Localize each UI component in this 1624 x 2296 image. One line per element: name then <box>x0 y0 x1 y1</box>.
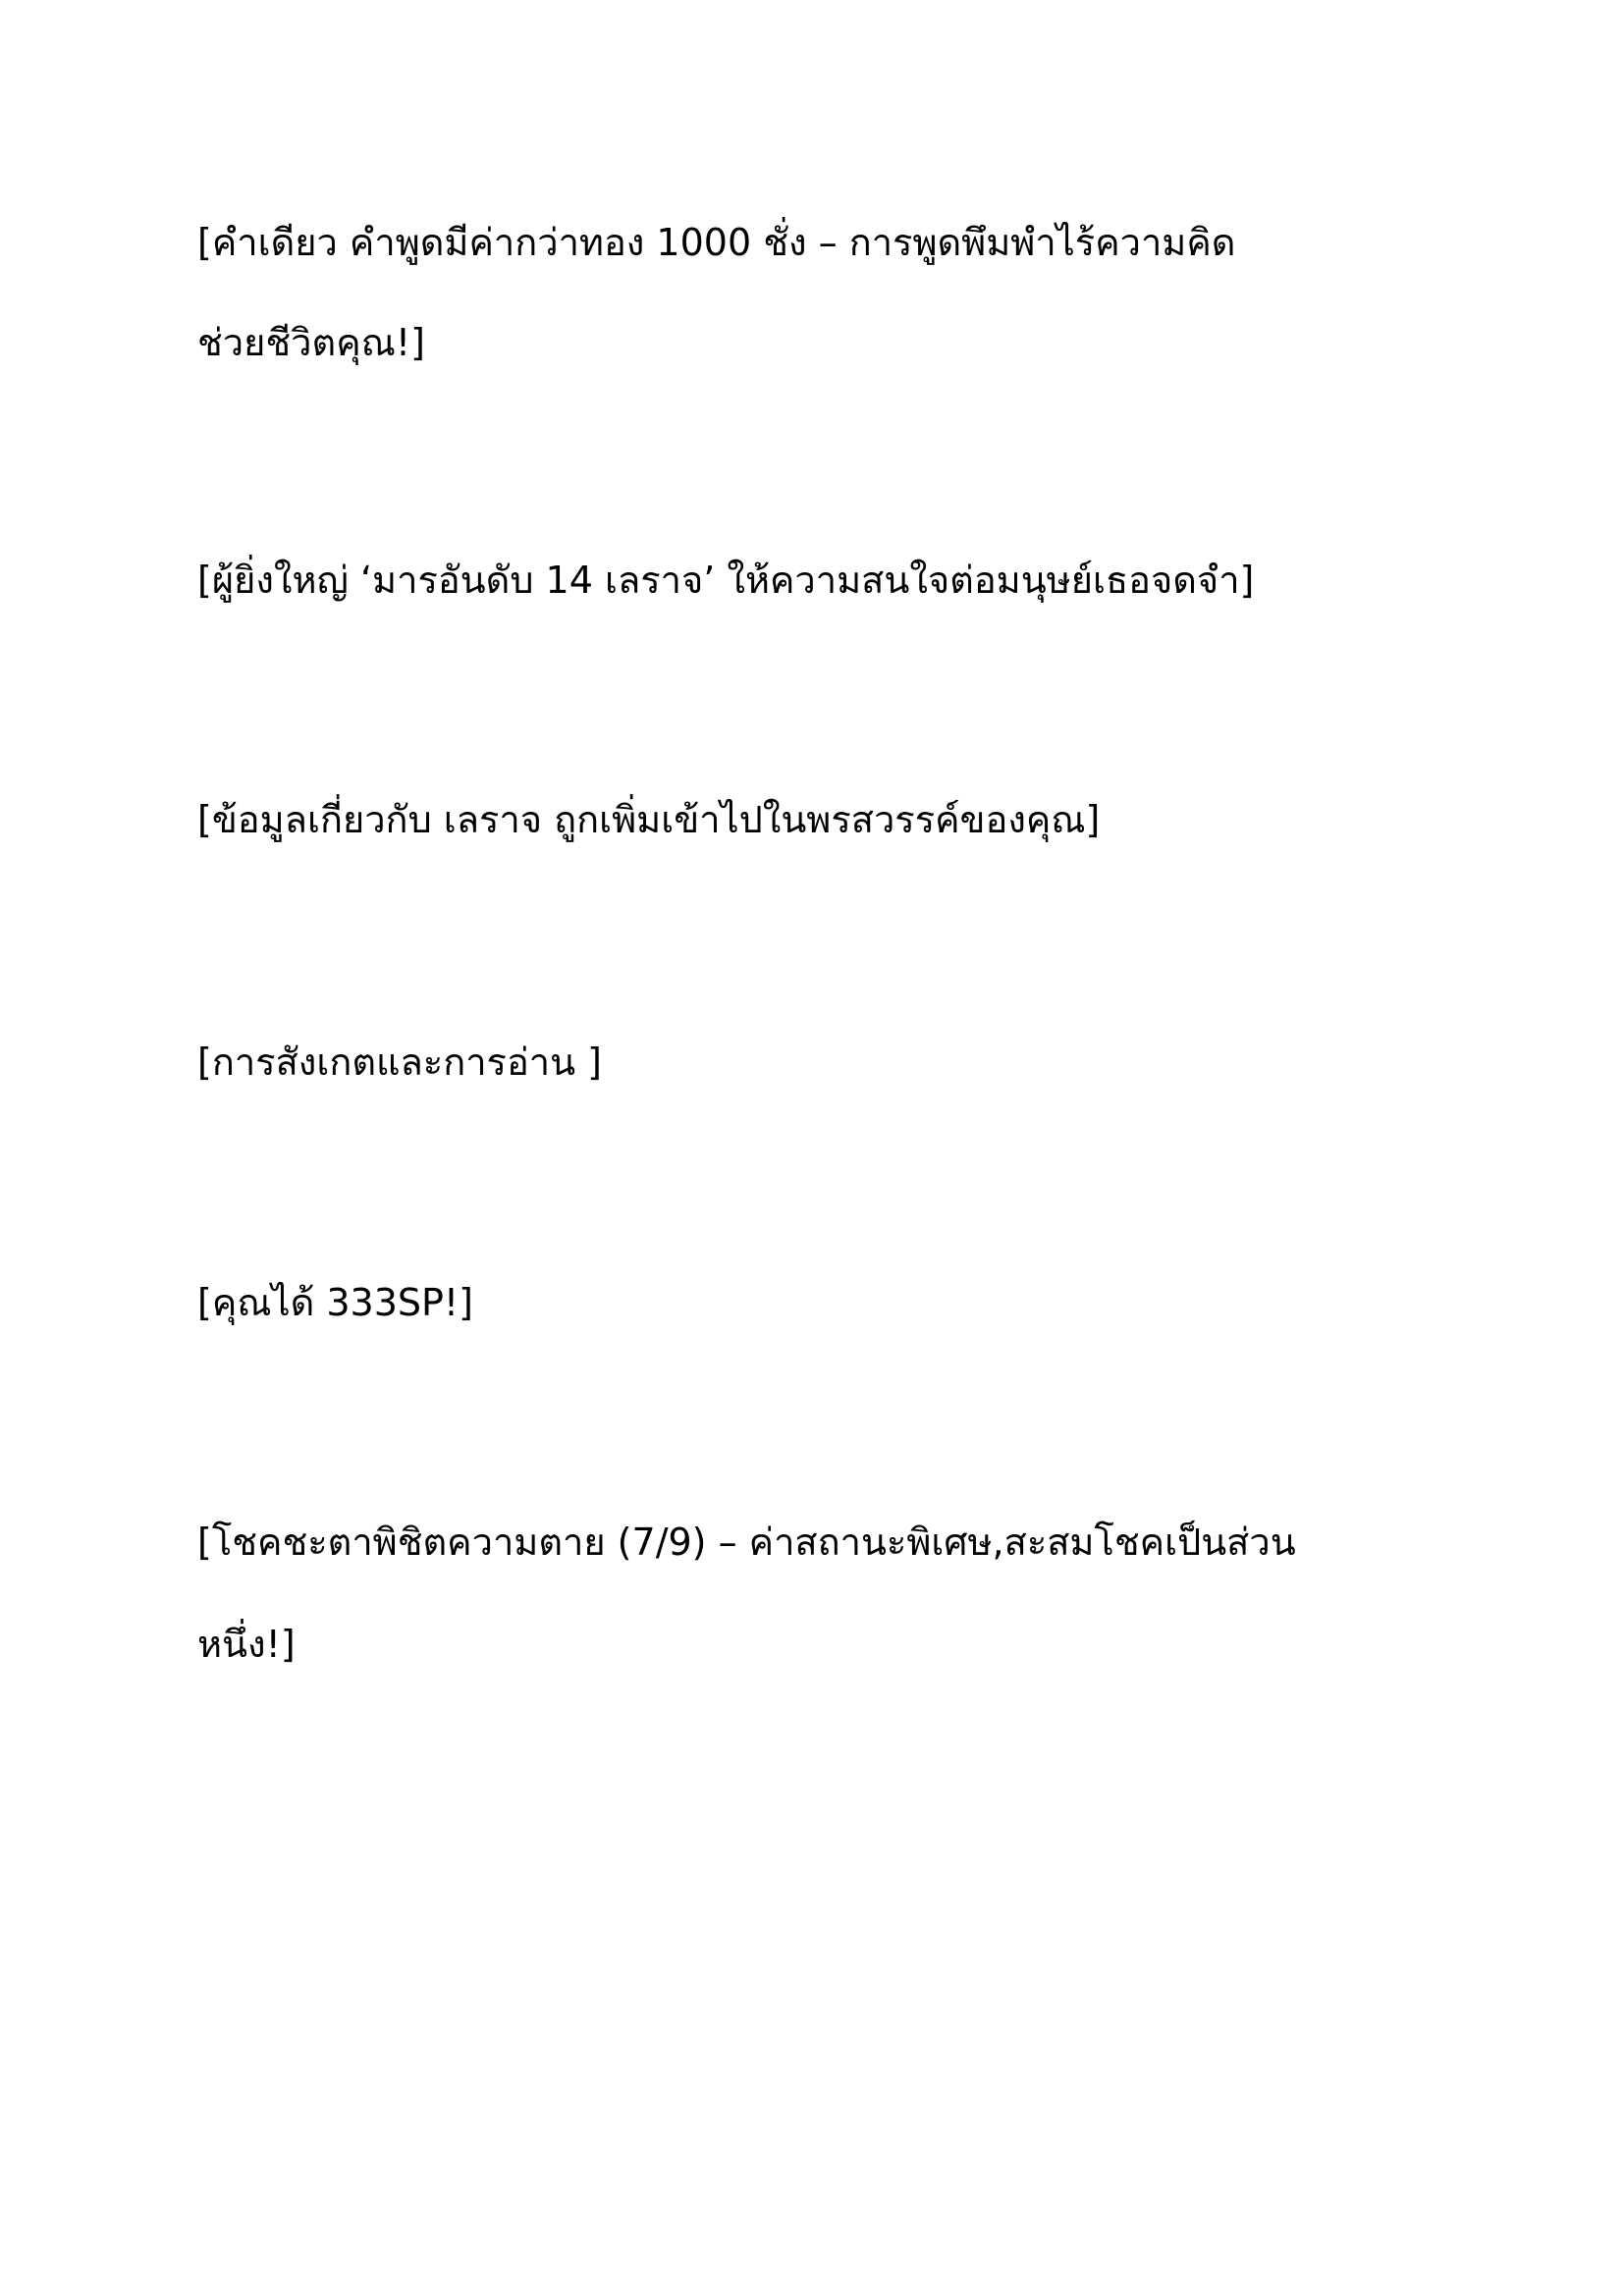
message-line: [ข้อมูลเกี่ยวกับ เลราจ ถูกเพิ่มเข้าไปในพรสวรรค์ของคุณ] <box>197 798 1101 841</box>
message-line: [โชคชะตาพิชิตความตาย (7/9) – ค่าสถานะพิเศษ,สะสมโชคเป็นส่วน <box>197 1521 1296 1564</box>
message-line: [คุณได้ 333SP!] <box>197 1281 473 1324</box>
message-line: หนึ่ง!] <box>197 1623 296 1666</box>
message-line: [ผู้ยิ่งใหญ่ ‘มารอันดับ 14 เลราจ’ ให้ความสนใจต่อมนุษย์เธอจดจำ] <box>197 559 1255 602</box>
message-line: [คำเดียว คำพูดมีค่ากว่าทอง 1000 ชั่ง – การพูดพึมพำไร้ความคิด <box>197 221 1236 264</box>
message-line: ช่วยชีวิตคุณ!] <box>197 321 425 364</box>
message-line: [การสังเกตและการอ่าน ] <box>197 1041 602 1084</box>
